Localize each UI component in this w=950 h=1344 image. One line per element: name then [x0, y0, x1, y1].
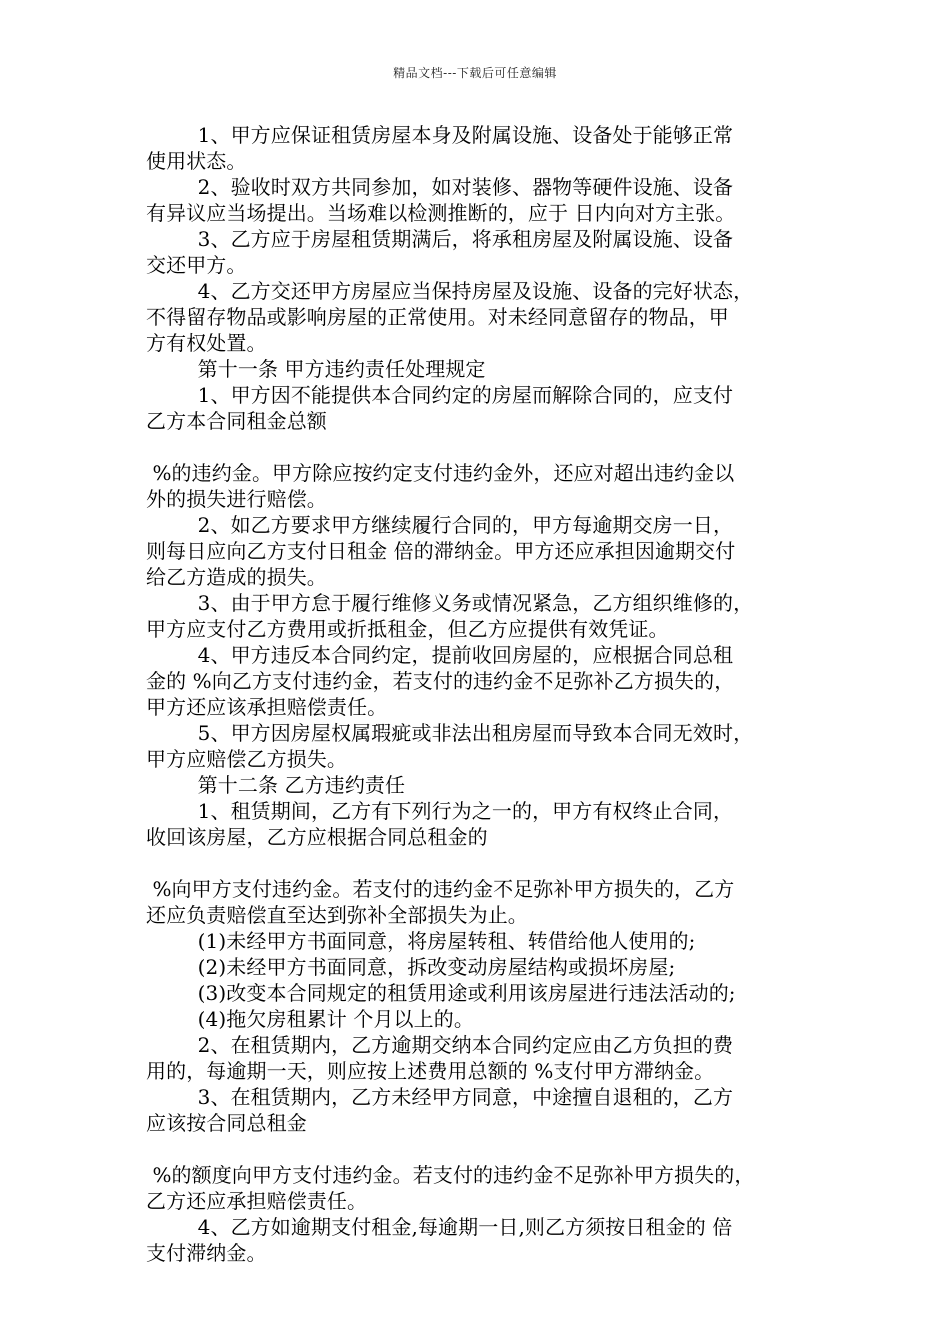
text-line: 4、乙方如逾期支付租金,每逾期一日,则乙方须按日租金的 倍	[146, 1215, 733, 1239]
text-line: 1、甲方应保证租赁房屋本身及附属设施、设备处于能够正常	[146, 123, 734, 147]
text-line: 交还甲方。	[146, 253, 247, 277]
text-line: (1)未经甲方书面同意，将房屋转租、转借给他人使用的;	[146, 929, 696, 953]
text-line: 用的，每逾期一天，则应按上述费用总额的 %支付甲方滞纳金。	[146, 1059, 715, 1083]
text-line: 不得留存物品或影响房屋的正常使用。对未经同意留存的物品，甲	[146, 305, 729, 329]
text-line: 3、乙方应于房屋租赁期满后，将承租房屋及附属设施、设备	[146, 227, 734, 251]
text-line: (2)未经甲方书面同意，拆改变动房屋结构或损坏房屋;	[146, 955, 676, 979]
text-line: (3)改变本合同规定的租赁用途或利用该房屋进行违法活动的;	[146, 981, 736, 1005]
text-line: 应该按合同总租金	[146, 1111, 307, 1135]
text-line: 有异议应当场提出。当场难以检测推断的，应于 日内向对方主张。	[146, 201, 736, 225]
text-line: 第十二条 乙方违约责任	[146, 773, 406, 797]
text-line: 甲方应支付乙方费用或折抵租金，但乙方应提供有效凭证。	[146, 617, 669, 641]
text-line: 乙方本合同租金总额	[146, 409, 327, 433]
text-line: %向甲方支付违约金。若支付的违约金不足弥补甲方损失的，乙方	[146, 877, 735, 901]
text-line: 甲方应赔偿乙方损失。	[146, 747, 347, 771]
page-header: 精品文档---下载后可任意编辑	[393, 66, 557, 80]
text-line: 第十一条 甲方违约责任处理规定	[146, 357, 486, 381]
text-line: 5、甲方因房屋权属瑕疵或非法出租房屋而导致本合同无效时，	[146, 721, 754, 745]
text-line: 方有权处置。	[146, 331, 267, 355]
text-line: 外的损失进行赔偿。	[146, 487, 327, 511]
text-line: 4、乙方交还甲方房屋应当保持房屋及设施、设备的完好状态，	[146, 279, 754, 303]
text-line: 甲方还应该承担赔偿责任。	[146, 695, 388, 719]
document-body	[146, 122, 810, 1266]
text-line: 2、在租赁期内，乙方逾期交纳本合同约定应由乙方负担的费	[146, 1033, 734, 1057]
text-line: 2、验收时双方共同参加，如对装修、器物等硬件设施、设备	[146, 175, 734, 199]
blank-line	[146, 1136, 810, 1162]
text-line: 3、在租赁期内，乙方未经甲方同意，中途擅自退租的，乙方	[146, 1085, 734, 1109]
text-line: 支付滞纳金。	[146, 1241, 267, 1265]
text-line: 1、甲方因不能提供本合同约定的房屋而解除合同的，应支付	[146, 383, 734, 407]
text-line: 还应负责赔偿直至达到弥补全部损失为止。	[146, 903, 528, 927]
text-line: %的额度向甲方支付违约金。若支付的违约金不足弥补甲方损失的，	[146, 1163, 755, 1187]
text-line: 使用状态。	[146, 149, 247, 173]
text-line: 4、甲方违反本合同约定，提前收回房屋的，应根据合同总租	[146, 643, 734, 667]
text-line: 则每日应向乙方支付日租金 倍的滞纳金。甲方还应承担因逾期交付	[146, 539, 736, 563]
blank-line	[146, 434, 810, 460]
text-line: 收回该房屋，乙方应根据合同总租金的	[146, 825, 488, 849]
text-line: 2、如乙方要求甲方继续履行合同的，甲方每逾期交房一日，	[146, 513, 734, 537]
text-line: 1、租赁期间，乙方有下列行为之一的，甲方有权终止合同，	[146, 799, 734, 823]
text-line: 给乙方造成的损失。	[146, 565, 327, 589]
text-line: %的违约金。甲方除应按约定支付违约金外，还应对超出违约金以	[146, 461, 735, 485]
blank-line	[146, 850, 810, 876]
text-line: 乙方还应承担赔偿责任。	[146, 1189, 368, 1213]
text-line: 金的 %向乙方支付违约金，若支付的违约金不足弥补乙方损失的，	[146, 669, 735, 693]
text-line: (4)拖欠房租累计 个月以上的。	[146, 1007, 474, 1031]
text-line: 3、由于甲方怠于履行维修义务或情况紧急，乙方组织维修的，	[146, 591, 754, 615]
